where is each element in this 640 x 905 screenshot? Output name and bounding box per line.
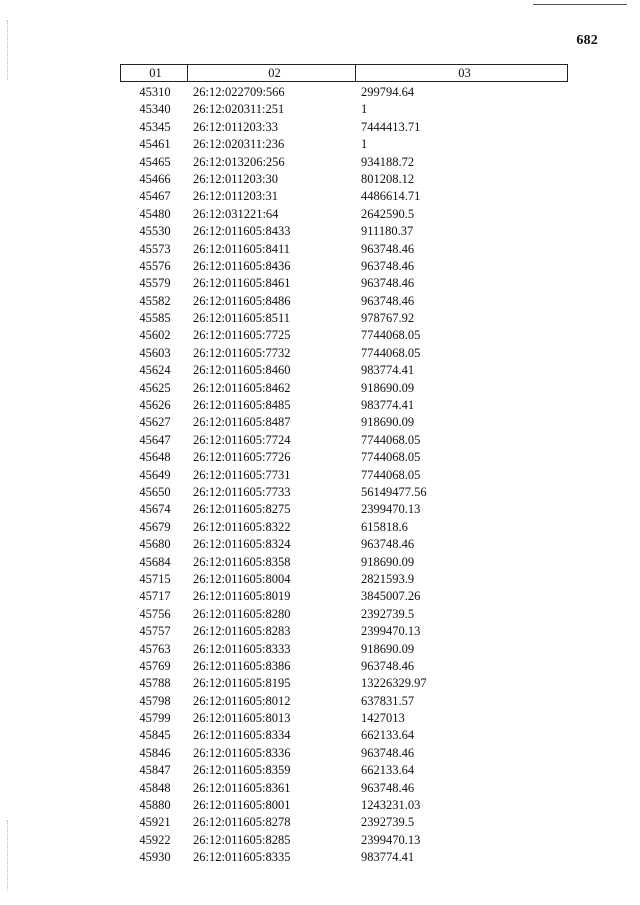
cadastral-number-cell: 26:12:011605:8433 xyxy=(193,224,291,239)
table-row xyxy=(120,275,568,292)
row-id-cell: 45626 xyxy=(139,398,171,413)
row-id-cell: 45757 xyxy=(139,624,171,639)
cadastral-number-cell: 26:12:011605:8004 xyxy=(193,571,291,586)
value-cell: 2821593.9 xyxy=(361,571,415,586)
table-row xyxy=(120,519,568,536)
cadastral-number-cell: 26:12:011203:33 xyxy=(193,119,278,134)
row-id-cell: 45845 xyxy=(139,728,171,743)
column-header-03: 03 xyxy=(458,66,471,80)
value-cell: 2399470.13 xyxy=(361,832,421,847)
table-row xyxy=(120,119,568,136)
row-id-cell: 45788 xyxy=(139,676,171,691)
value-cell: 7744068.05 xyxy=(361,328,421,343)
cadastral-number-cell: 26:12:011605:8322 xyxy=(193,519,291,534)
table-row xyxy=(120,345,568,362)
value-cell: 983774.41 xyxy=(361,363,415,378)
value-cell: 299794.64 xyxy=(361,85,415,99)
value-cell: 918690.09 xyxy=(361,641,415,656)
row-id-cell: 45799 xyxy=(139,711,171,726)
row-id-cell: 45582 xyxy=(139,293,171,308)
row-id-cell: 45769 xyxy=(139,658,171,673)
value-cell: 963748.46 xyxy=(361,780,415,795)
row-id-cell: 45880 xyxy=(139,798,171,813)
value-cell: 3845007.26 xyxy=(361,589,421,604)
table-row xyxy=(120,362,568,379)
column-header-01: 01 xyxy=(121,65,188,81)
cadastral-number-cell: 26:12:011605:8285 xyxy=(193,832,291,847)
row-id-cell: 45648 xyxy=(139,450,171,465)
cadastral-number-cell: 26:12:011605:8275 xyxy=(193,502,291,517)
value-cell: 963748.46 xyxy=(361,241,415,256)
table-row xyxy=(120,658,568,675)
cadastral-number-cell: 26:12:011605:8334 xyxy=(193,728,291,743)
row-id-cell: 45602 xyxy=(139,328,171,343)
table-row xyxy=(120,327,568,344)
value-cell: 662133.64 xyxy=(361,728,415,743)
value-cell: 983774.41 xyxy=(361,398,415,413)
row-id-cell: 45680 xyxy=(139,537,171,552)
value-cell: 918690.09 xyxy=(361,415,415,430)
cadastral-number-cell: 26:12:031221:64 xyxy=(193,206,279,221)
table-header-row xyxy=(120,64,568,82)
cadastral-number-cell: 26:12:011605:8283 xyxy=(193,624,291,639)
table-row xyxy=(120,467,568,484)
row-id-cell: 45467 xyxy=(139,189,171,204)
table-row xyxy=(120,641,568,658)
table-row xyxy=(120,258,568,275)
value-cell: 963748.46 xyxy=(361,276,415,291)
table-row xyxy=(120,814,568,831)
row-id-cell: 45579 xyxy=(139,276,171,291)
value-cell: 963748.46 xyxy=(361,745,415,760)
row-id-cell: 45846 xyxy=(139,745,171,760)
row-id-cell: 45679 xyxy=(139,519,171,534)
table-row xyxy=(120,136,568,153)
table-row xyxy=(120,832,568,849)
table-row xyxy=(120,675,568,692)
table-row xyxy=(120,554,568,571)
top-rule xyxy=(533,4,627,5)
scan-edge-mark xyxy=(7,820,9,890)
value-cell: 1 xyxy=(361,137,368,152)
row-id-cell: 45674 xyxy=(139,502,171,517)
value-cell: 7744068.05 xyxy=(361,345,421,360)
row-id-cell: 45798 xyxy=(139,693,171,708)
cadastral-number-cell: 26:12:013206:256 xyxy=(193,154,285,169)
table-row xyxy=(120,745,568,762)
value-cell: 2392739.5 xyxy=(361,606,415,621)
row-id-cell: 45649 xyxy=(139,467,171,482)
row-id-cell: 45848 xyxy=(139,780,171,795)
value-cell: 13226329.97 xyxy=(361,676,427,691)
table-row xyxy=(120,797,568,814)
cadastral-number-cell: 26:12:011605:7726 xyxy=(193,450,291,465)
cadastral-number-cell: 26:12:011605:8511 xyxy=(193,311,290,326)
table-row xyxy=(120,449,568,466)
row-id-cell: 45603 xyxy=(139,345,171,360)
table-row xyxy=(120,414,568,431)
table-row xyxy=(120,571,568,588)
cadastral-number-cell: 26:12:011605:8358 xyxy=(193,554,291,569)
value-cell: 662133.64 xyxy=(361,763,415,778)
cadastral-number-cell: 26:12:011605:7732 xyxy=(193,345,291,360)
table-row xyxy=(120,223,568,240)
cadastral-number-cell: 26:12:011605:8461 xyxy=(193,276,291,291)
value-cell: 963748.46 xyxy=(361,537,415,552)
table-row xyxy=(120,536,568,553)
cadastral-number-cell: 26:12:011605:8333 xyxy=(193,641,291,656)
cadastral-number-cell: 26:12:011605:8386 xyxy=(193,658,291,673)
table-row xyxy=(120,710,568,727)
table-row xyxy=(120,241,568,258)
table-row xyxy=(120,84,568,101)
cadastral-number-cell: 26:12:011605:8336 xyxy=(193,745,291,760)
table-row xyxy=(120,380,568,397)
row-id-cell: 45585 xyxy=(139,311,171,326)
cadastral-number-cell: 26:12:011605:8411 xyxy=(193,241,290,256)
value-cell: 1427013 xyxy=(361,711,405,726)
row-id-cell: 45466 xyxy=(139,171,171,186)
cadastral-number-cell: 26:12:011605:8359 xyxy=(193,763,291,778)
table-row xyxy=(120,293,568,310)
cadastral-number-cell: 26:12:011203:31 xyxy=(193,189,278,204)
value-cell: 963748.46 xyxy=(361,293,415,308)
page-number: 682 xyxy=(576,33,598,48)
table-row xyxy=(120,606,568,623)
cadastral-number-cell: 26:12:011605:7725 xyxy=(193,328,291,343)
value-cell: 7744068.05 xyxy=(361,450,421,465)
value-cell: 963748.46 xyxy=(361,658,415,673)
row-id-cell: 45763 xyxy=(139,641,171,656)
row-id-cell: 45480 xyxy=(139,206,171,221)
cadastral-number-cell: 26:12:011203:30 xyxy=(193,171,278,186)
cadastral-number-cell: 26:12:011605:8462 xyxy=(193,380,291,395)
row-id-cell: 45650 xyxy=(139,484,171,499)
column-header-02: 02 xyxy=(188,65,356,81)
scan-edge-mark xyxy=(7,20,9,80)
row-id-cell: 45461 xyxy=(139,137,171,152)
row-id-cell: 45922 xyxy=(139,832,171,847)
row-id-cell: 45345 xyxy=(139,119,171,134)
row-id-cell: 45647 xyxy=(139,432,171,447)
table-row xyxy=(120,588,568,605)
table-row xyxy=(120,206,568,223)
cadastral-number-cell: 26:12:011605:8487 xyxy=(193,415,291,430)
cadastral-number-cell: 26:12:011605:8486 xyxy=(193,293,291,308)
value-cell: 7444413.71 xyxy=(361,119,421,134)
value-cell: 978767.92 xyxy=(361,311,415,326)
value-cell: 615818.6 xyxy=(361,519,408,534)
value-cell: 801208.12 xyxy=(361,171,415,186)
cadastral-number-cell: 26:12:011605:8019 xyxy=(193,589,291,604)
row-id-cell: 45625 xyxy=(139,380,171,395)
row-id-cell: 45465 xyxy=(139,154,171,169)
row-id-cell: 45847 xyxy=(139,763,171,778)
table-row xyxy=(120,849,568,866)
value-cell: 918690.09 xyxy=(361,554,415,569)
table-row xyxy=(120,154,568,171)
cadastral-number-cell: 26:12:020311:236 xyxy=(193,137,285,152)
value-cell: 1 xyxy=(361,102,368,117)
cadastral-number-cell: 26:12:011605:8361 xyxy=(193,780,291,795)
row-id-cell: 45715 xyxy=(139,571,171,586)
table-body xyxy=(120,84,568,867)
value-cell: 2399470.13 xyxy=(361,624,421,639)
value-cell: 1243231.03 xyxy=(361,798,421,813)
cadastral-number-cell: 26:12:011605:8001 xyxy=(193,798,291,813)
row-id-cell: 45573 xyxy=(139,241,171,256)
row-id-cell: 45717 xyxy=(139,589,171,604)
row-id-cell: 45684 xyxy=(139,554,171,569)
row-id-cell: 45340 xyxy=(139,102,171,117)
cadastral-number-cell: 26:12:011605:8485 xyxy=(193,398,291,413)
value-cell: 918690.09 xyxy=(361,380,415,395)
cadastral-number-cell: 26:12:011605:8335 xyxy=(193,850,291,865)
table-row xyxy=(120,762,568,779)
value-cell: 7744068.05 xyxy=(361,432,421,447)
cadastral-number-cell: 26:12:011605:8280 xyxy=(193,606,291,621)
cadastral-number-cell: 26:12:011605:8013 xyxy=(193,711,291,726)
value-cell: 934188.72 xyxy=(361,154,415,169)
row-id-cell: 45756 xyxy=(139,606,171,621)
row-id-cell: 45624 xyxy=(139,363,171,378)
row-id-cell: 45576 xyxy=(139,258,171,273)
table-row xyxy=(120,397,568,414)
value-cell: 2392739.5 xyxy=(361,815,415,830)
table-row xyxy=(120,171,568,188)
cadastral-number-cell: 26:12:011605:8436 xyxy=(193,258,291,273)
table-row xyxy=(120,484,568,501)
table-row xyxy=(120,101,568,118)
value-cell: 2399470.13 xyxy=(361,502,421,517)
table-row xyxy=(120,623,568,640)
cadastral-number-cell: 26:12:011605:7724 xyxy=(193,432,291,447)
cadastral-number-cell: 26:12:020311:251 xyxy=(193,102,285,117)
table-row xyxy=(120,188,568,205)
table-row xyxy=(120,310,568,327)
value-cell: 911180.37 xyxy=(361,224,414,239)
data-table xyxy=(120,64,568,867)
cadastral-number-cell: 26:12:022709:566 xyxy=(193,85,285,99)
value-cell: 983774.41 xyxy=(361,850,415,865)
table-row xyxy=(120,780,568,797)
value-cell: 637831.57 xyxy=(361,693,415,708)
value-cell: 4486614.71 xyxy=(361,189,421,204)
value-cell: 56149477.56 xyxy=(361,484,427,499)
cadastral-number-cell: 26:12:011605:8012 xyxy=(193,693,291,708)
row-id-cell: 45310 xyxy=(139,85,171,99)
value-cell: 2642590.5 xyxy=(361,206,415,221)
table-row xyxy=(120,727,568,744)
cadastral-number-cell: 26:12:011605:8278 xyxy=(193,815,291,830)
row-id-cell: 45530 xyxy=(139,224,171,239)
value-cell: 7744068.05 xyxy=(361,467,421,482)
row-id-cell: 45921 xyxy=(139,815,171,830)
cadastral-number-cell: 26:12:011605:8324 xyxy=(193,537,291,552)
cadastral-number-cell: 26:12:011605:7731 xyxy=(193,467,291,482)
table-row xyxy=(120,501,568,518)
cadastral-number-cell: 26:12:011605:8460 xyxy=(193,363,291,378)
cadastral-number-cell: 26:12:011605:8195 xyxy=(193,676,291,691)
row-id-cell: 45930 xyxy=(139,850,171,865)
value-cell: 963748.46 xyxy=(361,258,415,273)
table-row xyxy=(120,432,568,449)
cadastral-number-cell: 26:12:011605:7733 xyxy=(193,484,291,499)
row-id-cell: 45627 xyxy=(139,415,171,430)
table-row xyxy=(120,693,568,710)
